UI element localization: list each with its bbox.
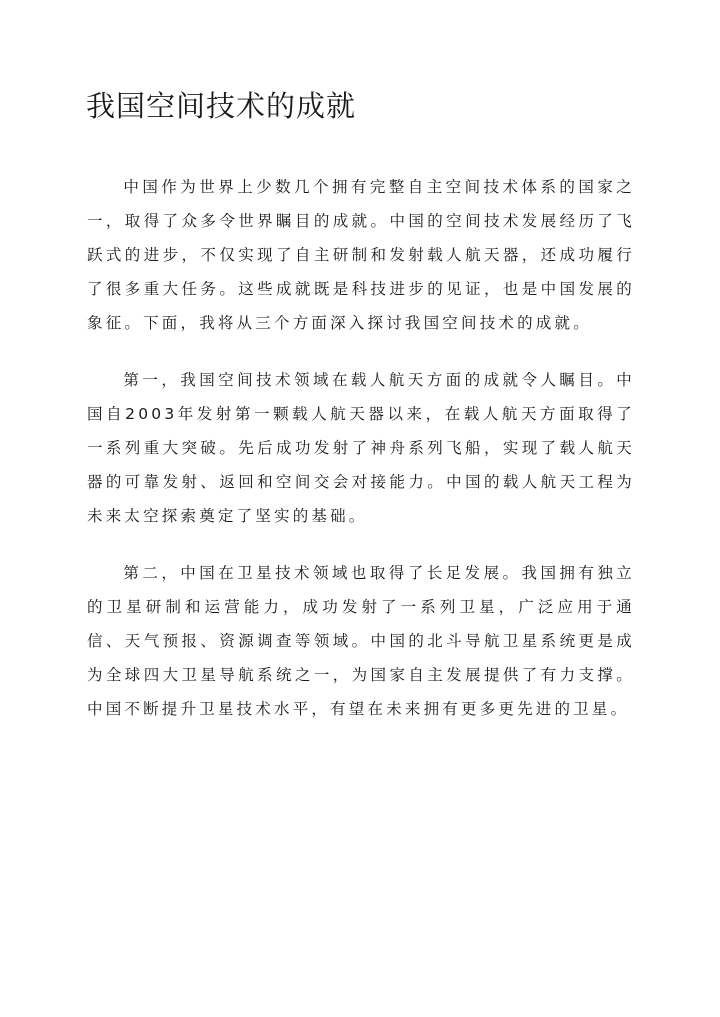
paragraph-manned-spaceflight: 第一，我国空间技术领域在载人航天方面的成就令人瞩目。中国自2003年发射第一颗载人航天器以来，在载人航天方面取得了一系列重大突破。先后成功发射了神舟系列飞船，实现了载人航天器的可靠发射、返回和空间交会对接能力。中国的载人航天工程为未来太空探索奠定了坚实的基础。 (87, 371, 635, 525)
document-title: 我国空间技术的成就 (86, 89, 357, 123)
paragraph-intro: 中国作为世界上少数几个拥有完整自主空间技术体系的国家之一，取得了众多令世界瞩目的成就。中国的空间技术发展经历了飞跃式的进步，不仅实现了自主研制和发射载人航天器，还成功履行了很多重大任务。这些成就既是科技进步的见证，也是中国发展的象征。下面，我将从三个方面深入探讨我国空间技术的成就。 (87, 178, 635, 332)
document-body (87, 170, 635, 749)
paragraph-satellite-technology: 第二，中国在卫星技术领域也取得了长足发展。我国拥有独立的卫星研制和运营能力，成功发射了一系列卫星，广泛应用于通信、天气预报、资源调查等领域。中国的北斗导航卫星系统更是成为全球四大卫星导航系统之一，为国家自主发展提供了有力支撑。中国不断提升卫星技术水平，有望在未来拥有更多更先进的卫星。 (87, 564, 635, 718)
